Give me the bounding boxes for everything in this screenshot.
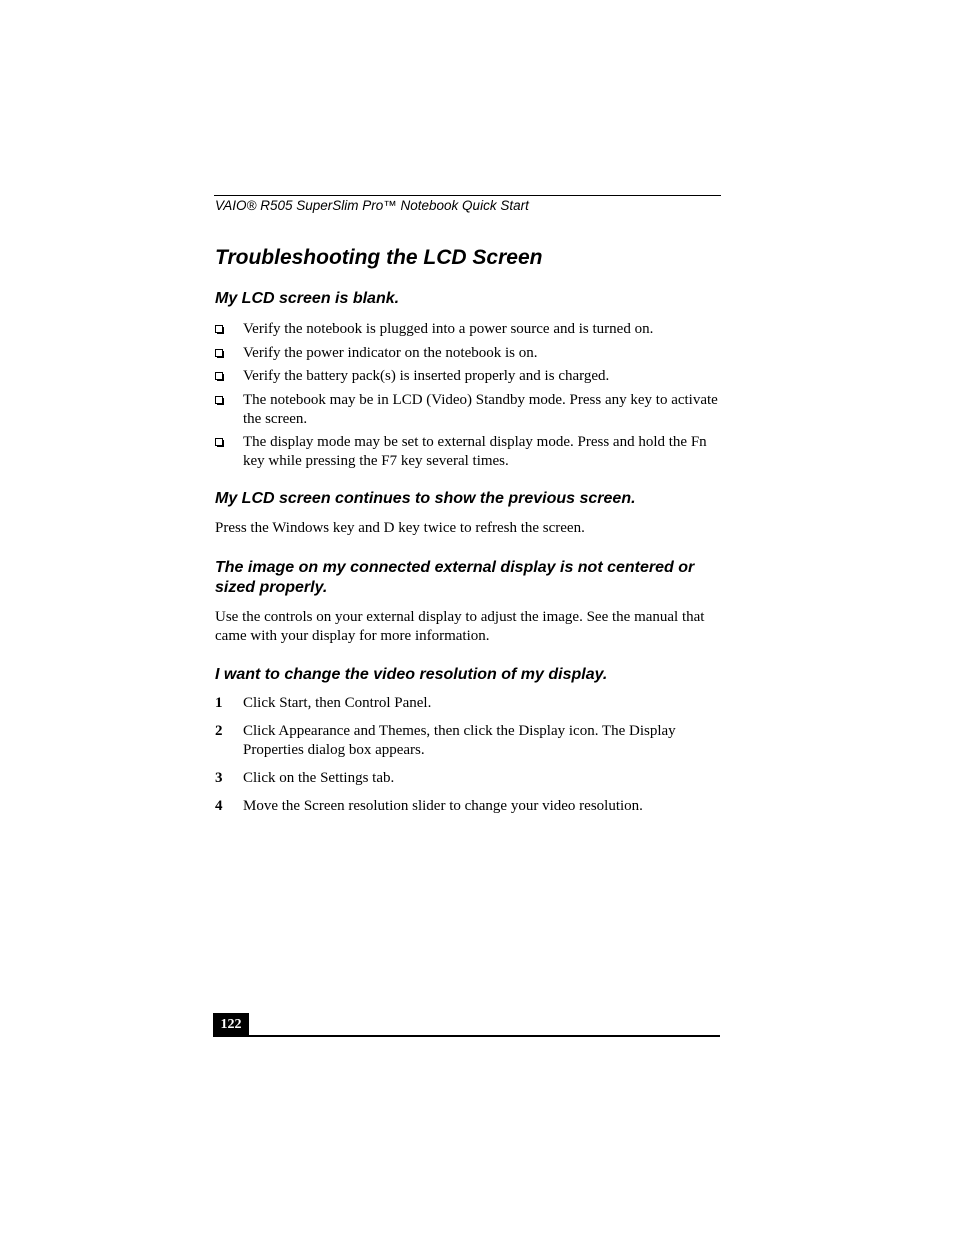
section-video-resolution [215, 665, 720, 816]
checkbox-bullet-icon [215, 438, 223, 446]
step-item [215, 797, 720, 816]
checklist-item [215, 320, 720, 339]
checklist [215, 320, 720, 471]
section-blank-screen [215, 289, 720, 471]
step-item [215, 769, 720, 788]
running-header: VAIO® R505 SuperSlim Pro™ Notebook Quick Start [215, 198, 529, 213]
step-text: Click Start, then Control Panel. [243, 695, 432, 711]
step-item [215, 694, 720, 713]
checklist-item [215, 367, 720, 386]
page-content [215, 244, 720, 825]
header-rule [214, 195, 721, 196]
section-heading: My LCD screen continues to show the previous screen. [215, 490, 636, 507]
step-item [215, 722, 720, 760]
footer-rule [213, 1035, 720, 1037]
checklist-item [215, 433, 720, 471]
checklist-item-text: Verify the power indicator on the notebook is on. [243, 344, 538, 361]
checkbox-bullet-icon [215, 349, 223, 357]
steps-list [215, 694, 720, 816]
checkbox-bullet-icon [215, 372, 223, 380]
step-number: 2 [215, 723, 223, 739]
page-title: Troubleshooting the LCD Screen [215, 246, 543, 269]
step-number: 1 [215, 695, 223, 711]
checklist-item-text: The display mode may be set to external display mode. Press and hold the Fn key while pressing the F7 key several times. [243, 434, 707, 469]
step-number: 3 [215, 770, 223, 786]
section-heading: The image on my connected external display is not centered or sized properly. [215, 559, 695, 596]
page-number: 122 [213, 1013, 249, 1036]
step-text: Click on the Settings tab. [243, 770, 395, 786]
section-heading: My LCD screen is blank. [215, 290, 400, 307]
step-number: 4 [215, 798, 223, 814]
checklist-item-text: Verify the notebook is plugged into a power source and is turned on. [243, 321, 654, 337]
section-paragraph: Use the controls on your external display to adjust the image. See the manual that came with your display for more information. [215, 609, 705, 644]
checklist-item [215, 344, 720, 363]
step-text: Click Appearance and Themes, then click the Display icon. The Display Properties dialog box appears. [243, 723, 676, 758]
section-previous-screen [215, 489, 720, 538]
checklist-item [215, 391, 720, 429]
step-text: Move the Screen resolution slider to change your video resolution. [243, 798, 643, 814]
checkbox-bullet-icon [215, 396, 223, 404]
section-paragraph: Press the Windows key and D key twice to refresh the screen. [215, 520, 585, 536]
checkbox-bullet-icon [215, 325, 223, 333]
section-heading: I want to change the video resolution of my display. [215, 666, 608, 683]
section-external-display [215, 558, 720, 646]
checklist-item-text: Verify the battery pack(s) is inserted properly and is charged. [243, 368, 610, 384]
checklist-item-text: The notebook may be in LCD (Video) Standby mode. Press any key to activate the screen. [243, 391, 718, 427]
